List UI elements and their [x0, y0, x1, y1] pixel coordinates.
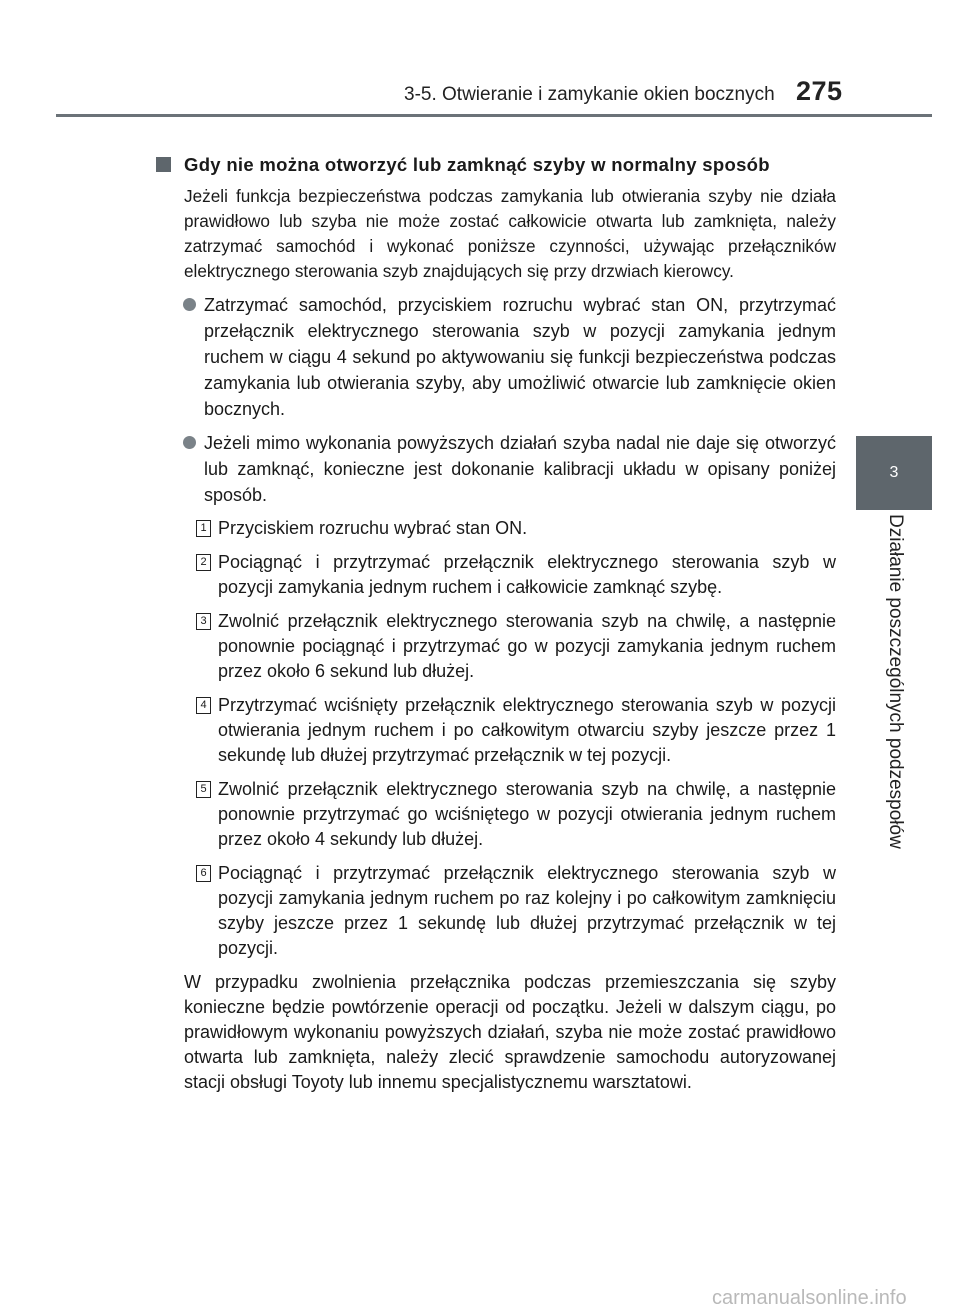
section-heading-text: Gdy nie można otworzyć lub zamknąć szyby w normalny sposób: [184, 154, 770, 175]
intro-paragraph: Jeżeli funkcja bezpieczeństwa podczas zamykania lub otwierania szyby nie działa prawidłowo lub szyba nie może zostać całkowicie otwarta lub zamknięta, należy zatrzymać samochód i wykonać poniższe czynności, używając przełączników elektrycznego sterowania szyb znajdujących się przy drzwiach kierowcy.: [184, 186, 836, 281]
step-item: [200, 777, 836, 852]
step-list: [200, 516, 836, 961]
watermark: carmanualsonline.info: [712, 1287, 907, 1309]
header-divider: [56, 114, 932, 117]
page-number: 275: [796, 76, 843, 106]
section-heading: [184, 154, 836, 176]
bullet-item: [204, 430, 836, 508]
step-item: [200, 550, 836, 600]
square-bullet-icon: [156, 157, 171, 172]
step-number: 3: [196, 613, 211, 630]
chapter-title: Działanie poszczególnych podzespołów: [885, 514, 906, 849]
step-item: [200, 693, 836, 768]
circle-bullet-icon: [183, 298, 196, 311]
step-number: 4: [196, 697, 211, 714]
step-text: Pociągnąć i przytrzymać przełącznik elektrycznego sterowania szyb w pozycji zamykania jednym ruchem i całkowicie zamknąć szybę.: [218, 552, 836, 597]
chapter-side-panel: [856, 510, 932, 890]
step-text: Zwolnić przełącznik elektrycznego sterowania szyb na chwilę, a następnie ponownie pociągnąć i przytrzymać go w pozycji zamykania jednym ruchem przez około 6 sekund lub dłużej.: [218, 611, 836, 681]
section-title: 3-5. Otwieranie i zamykanie okien bocznych: [404, 84, 775, 105]
main-content: [184, 154, 836, 1095]
bullet-text: Zatrzymać samochód, przyciskiem rozruchu wybrać stan ON, przytrzymać przełącznik elektrycznego sterowania szyb w pozycji zamykania jednym ruchem w ciągu 4 sekund po aktywowaniu się funkcji bezpieczeństwa podczas zamykania lub otwierania szyby, aby umożliwić otwarcie lub zamknięcie okien bocznych.: [204, 295, 836, 419]
closing-paragraph: W przypadku zwolnienia przełącznika podczas przemieszczania się szyby konieczne będzie powtórzenie operacji od początku. Jeżeli w dalszym ciągu, po prawidłowym wykonaniu powyższych działań, szyba nie może zostać prawidłowo otwarta lub zamknięta, należy zlecić sprawdzenie samochodu autoryzowanej stacji obsługi Toyoty lub innemu specjalistycznemu warsztatowi.: [184, 972, 836, 1092]
bullet-text: Jeżeli mimo wykonania powyższych działań szyba nadal nie daje się otworzyć lub zamknąć, konieczne jest dokonanie kalibracji układu w opisany poniżej sposób.: [204, 433, 836, 505]
chapter-number: 3: [889, 464, 899, 481]
step-text: Przyciskiem rozruchu wybrać stan ON.: [218, 518, 528, 538]
step-text: Pociągnąć i przytrzymać przełącznik elektrycznego sterowania szyb w pozycji zamykania jednym ruchem po raz kolejny i po całkowitym zamknięciu szyby jeszcze przez 1 sekundę lub dłużej przytrzymać przełącznik w tej pozycji.: [218, 863, 836, 958]
step-number: 2: [196, 554, 211, 571]
step-item: [200, 609, 836, 684]
bullet-item: [204, 292, 836, 422]
step-number: 5: [196, 781, 211, 798]
step-text: Zwolnić przełącznik elektrycznego sterowania szyb na chwilę, a następnie ponownie przytrzymać go wciśniętego w pozycji otwierania jednym ruchem przez około 4 sekundy lub dłużej.: [218, 779, 836, 849]
step-number: 1: [196, 520, 211, 537]
circle-bullet-icon: [183, 436, 196, 449]
step-number: 6: [196, 865, 211, 882]
step-item: [200, 861, 836, 961]
chapter-tab: [856, 436, 932, 510]
step-item: [200, 516, 836, 541]
step-text: Przytrzymać wciśnięty przełącznik elektrycznego sterowania szyb w pozycji otwierania jednym ruchem i po całkowitym otwarciu szyby jeszcze przez 1 sekundę lub dłużej przytrzymać przełącznik w tej pozycji.: [218, 695, 836, 765]
